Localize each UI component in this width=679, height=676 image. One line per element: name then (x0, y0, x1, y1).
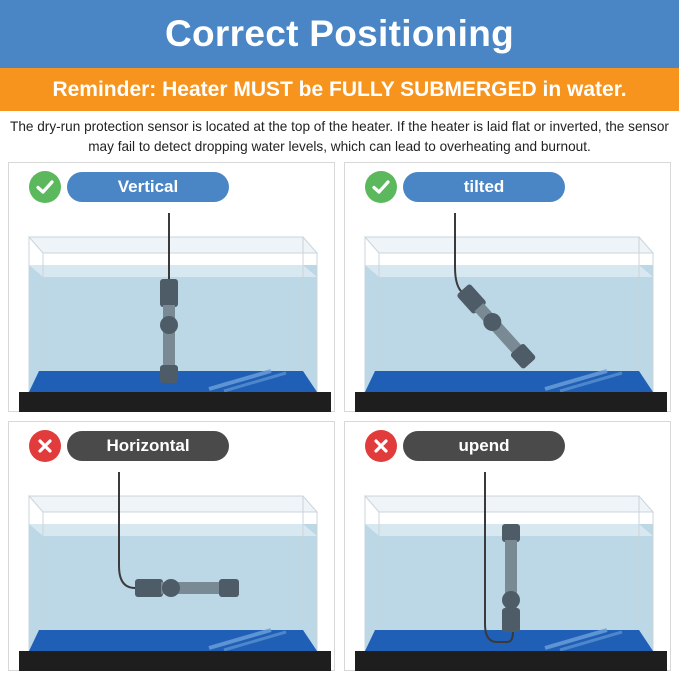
panel-vertical (8, 162, 335, 412)
reminder-text: Reminder: Heater MUST be FULLY SUBMERGED in water. (52, 77, 627, 101)
panel-horizontal (8, 421, 335, 671)
aquarium-upend-illustration (345, 466, 672, 672)
label-upend: upend (403, 431, 565, 461)
panel-upend (344, 421, 671, 671)
aquarium-horizontal-illustration (9, 466, 336, 672)
description-text: The dry-run protection sensor is located at the top of the heater. If the heater is laid flat or inverted, the sensor may fail to detect dropping water levels, which can lead to overheating and burnout. (10, 119, 669, 154)
aquarium-tilted-illustration (345, 207, 672, 413)
page-title: Correct Positioning (165, 13, 514, 54)
label-vertical: Vertical (67, 172, 229, 202)
panel-tilted (344, 162, 671, 412)
check-icon (365, 171, 397, 203)
reminder-banner (0, 68, 679, 111)
label-tilted: tilted (403, 172, 565, 202)
aquarium-vertical-illustration (9, 207, 336, 413)
title-banner (0, 0, 679, 68)
cross-icon (29, 430, 61, 462)
check-icon (29, 171, 61, 203)
cross-icon (365, 430, 397, 462)
label-horizontal: Horizontal (67, 431, 229, 461)
